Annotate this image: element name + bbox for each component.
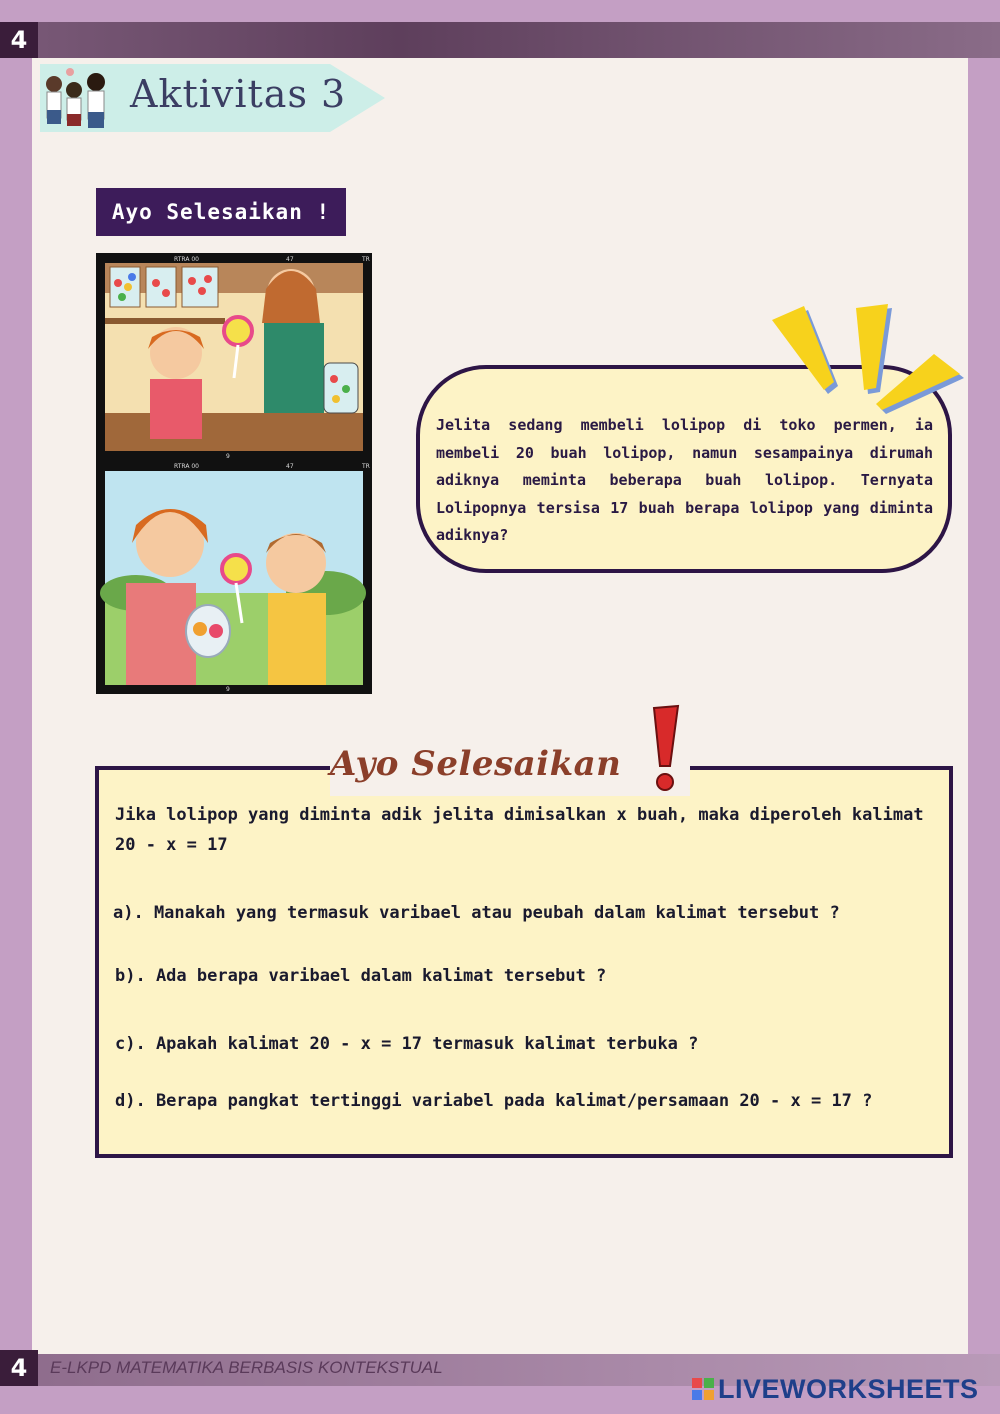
question-c: c). Apakah kalimat 20 - x = 17 termasuk kalimat terbuka ? [115,1034,699,1054]
task-intro-line-1: Jika lolipop yang diminta adik jelita dimisalkan x buah, maka diperoleh kalimat [115,805,924,825]
panel2-mark-3: TR [362,463,370,470]
panel1-mark-1: RTRA 00 [174,256,199,263]
panel1-footer-mark: 9 [226,453,230,460]
comic-illustration [96,253,372,694]
section-badge: Ayo Selesaikan ! [96,188,346,236]
footer-title: E-LKPD MATEMATIKA BERBASIS KONTEKSTUAL [50,1358,443,1377]
emphasis-rays-decoration [768,302,968,420]
question-b: b). Ada berapa varibael dalam kalimat tersebut ? [115,966,607,986]
liveworksheets-logo-icon [692,1378,714,1400]
exclamation-icon [640,704,692,796]
liveworksheets-brand[interactable]: LIVEWORKSHEETS [718,1374,979,1404]
students-illustration [40,64,118,132]
top-bar [0,22,1000,58]
panel2-footer-mark: 9 [226,686,230,693]
task-intro-line-2: 20 - x = 17 [115,835,228,855]
story-text: Jelita sedang membeli lolipop di toko permen, ia membeli 20 buah lolipop, namun sesampainya dirumah adiknya meminta beberapa buah lolipop. Ternyata Lolipopnya tersisa 17 buah berapa lolipop yang diminta adiknya? [436,416,933,544]
panel2-mark-2: 47 [286,463,294,470]
question-d: d). Berapa pangkat tertinggi variabel pada kalimat/persamaan 20 - x = 17 ? [115,1091,873,1111]
task-title: Ayo Selesaikan [330,744,622,784]
panel2-mark-1: RTRA 00 [174,463,199,470]
activity-title: Aktivitas 3 [130,72,347,116]
panel1-mark-2: 47 [286,256,294,263]
panel1-mark-3: TR [362,256,370,263]
page-number-top: 4 [0,22,38,58]
question-a: a). Manakah yang termasuk varibael atau peubah dalam kalimat tersebut ? [113,903,840,923]
page-number-bottom: 4 [0,1350,38,1386]
